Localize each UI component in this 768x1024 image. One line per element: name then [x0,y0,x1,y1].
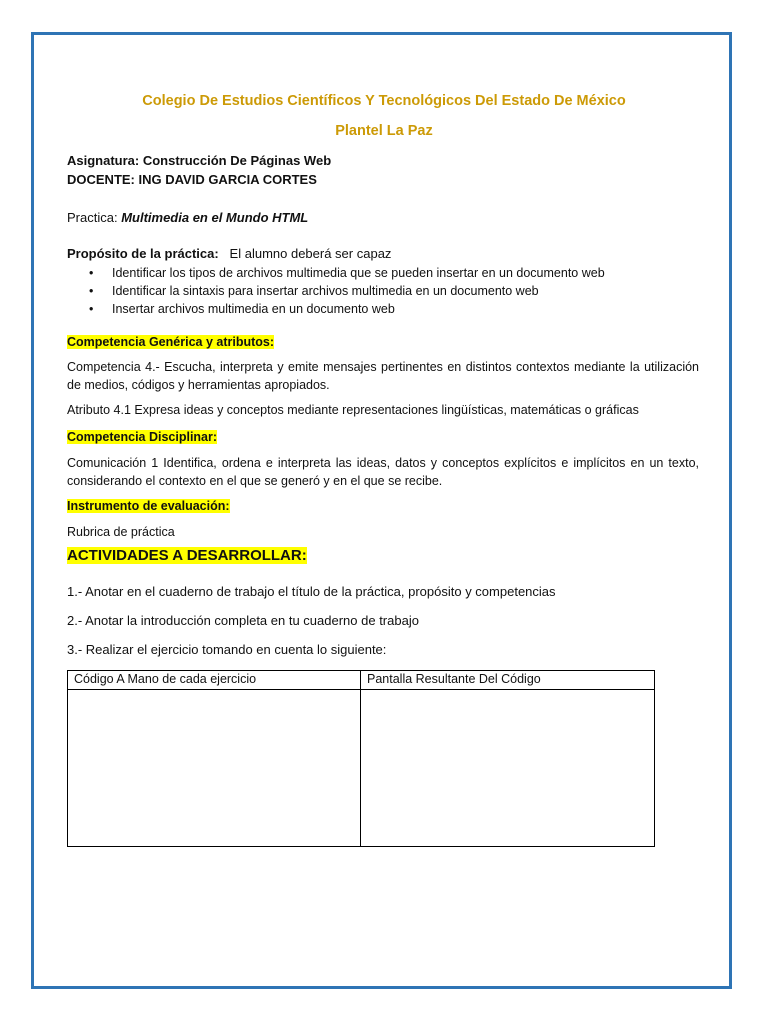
campus-title: Plantel La Paz [335,123,433,139]
activity-item: 3.- Realizar el ejercicio tomando en cuenta lo siguiente: [67,642,387,657]
table-header-screen: Pantalla Resultante Del Código [361,671,655,690]
activity-item: 1.- Anotar en el cuaderno de trabajo el título de la práctica, propósito y competencias [67,584,556,599]
practice-prefix: Practica: [67,210,122,225]
practice-title: Multimedia en el Mundo HTML [121,210,309,225]
disciplinary-text: Comunicación 1 Identifica, ordena e interpreta las ideas, datos y conceptos explícitos e implícitos en un texto, considerando el contexto en el que se generó y en el que se recibe. [67,456,699,488]
evaluation-heading: Instrumento de evaluación: [67,499,230,513]
purpose-label: Propósito de la práctica: [67,246,219,261]
purpose-line [67,246,391,261]
exercise-table [67,670,655,847]
practice-line [67,210,308,225]
attribute-text: Atributo 4.1 Expresa ideas y conceptos mediante representaciones lingüísticas, matemáticas o gráficas [67,403,639,417]
generic-competence-heading: Competencia Genérica y atributos: [67,335,275,349]
table-header-row [68,671,655,690]
bullet-icon: • [89,266,94,280]
activities-heading: ACTIVIDADES A DESARROLLAR: [67,547,307,564]
disciplinary-heading: Competencia Disciplinar: [67,430,218,444]
table-cell-code [68,690,361,847]
subject-label: Asignatura: Construcción De Páginas Web [67,153,332,168]
school-title: Colegio De Estudios Científicos Y Tecnológicos Del Estado De México [142,93,626,109]
table-row [68,690,655,847]
bullet-icon: • [89,302,94,316]
purpose-text: El alumno deberá ser capaz [229,246,392,261]
table-header-code: Código A Mano de cada ejercicio [68,671,361,690]
teacher-label: DOCENTE: ING DAVID GARCIA CORTES [67,172,317,187]
purpose-list [67,264,707,318]
list-item: • Identificar los tipos de archivos multimedia que se pueden insertar en un documento web [89,266,605,280]
evaluation-text: Rubrica de práctica [67,525,175,539]
list-item: • Identificar la sintaxis para insertar archivos multimedia en un documento web [89,284,539,298]
list-item: • Insertar archivos multimedia en un documento web [89,302,395,316]
generic-competence-text: Competencia 4.- Escucha, interpreta y emite mensajes pertinentes en distintos contextos mediante la utilización de medios, códigos y herramientas apropiados. [67,360,699,392]
activity-item: 2.- Anotar la introducción completa en tu cuaderno de trabajo [67,613,419,628]
bullet-icon: • [89,284,94,298]
table-cell-screen [361,690,655,847]
